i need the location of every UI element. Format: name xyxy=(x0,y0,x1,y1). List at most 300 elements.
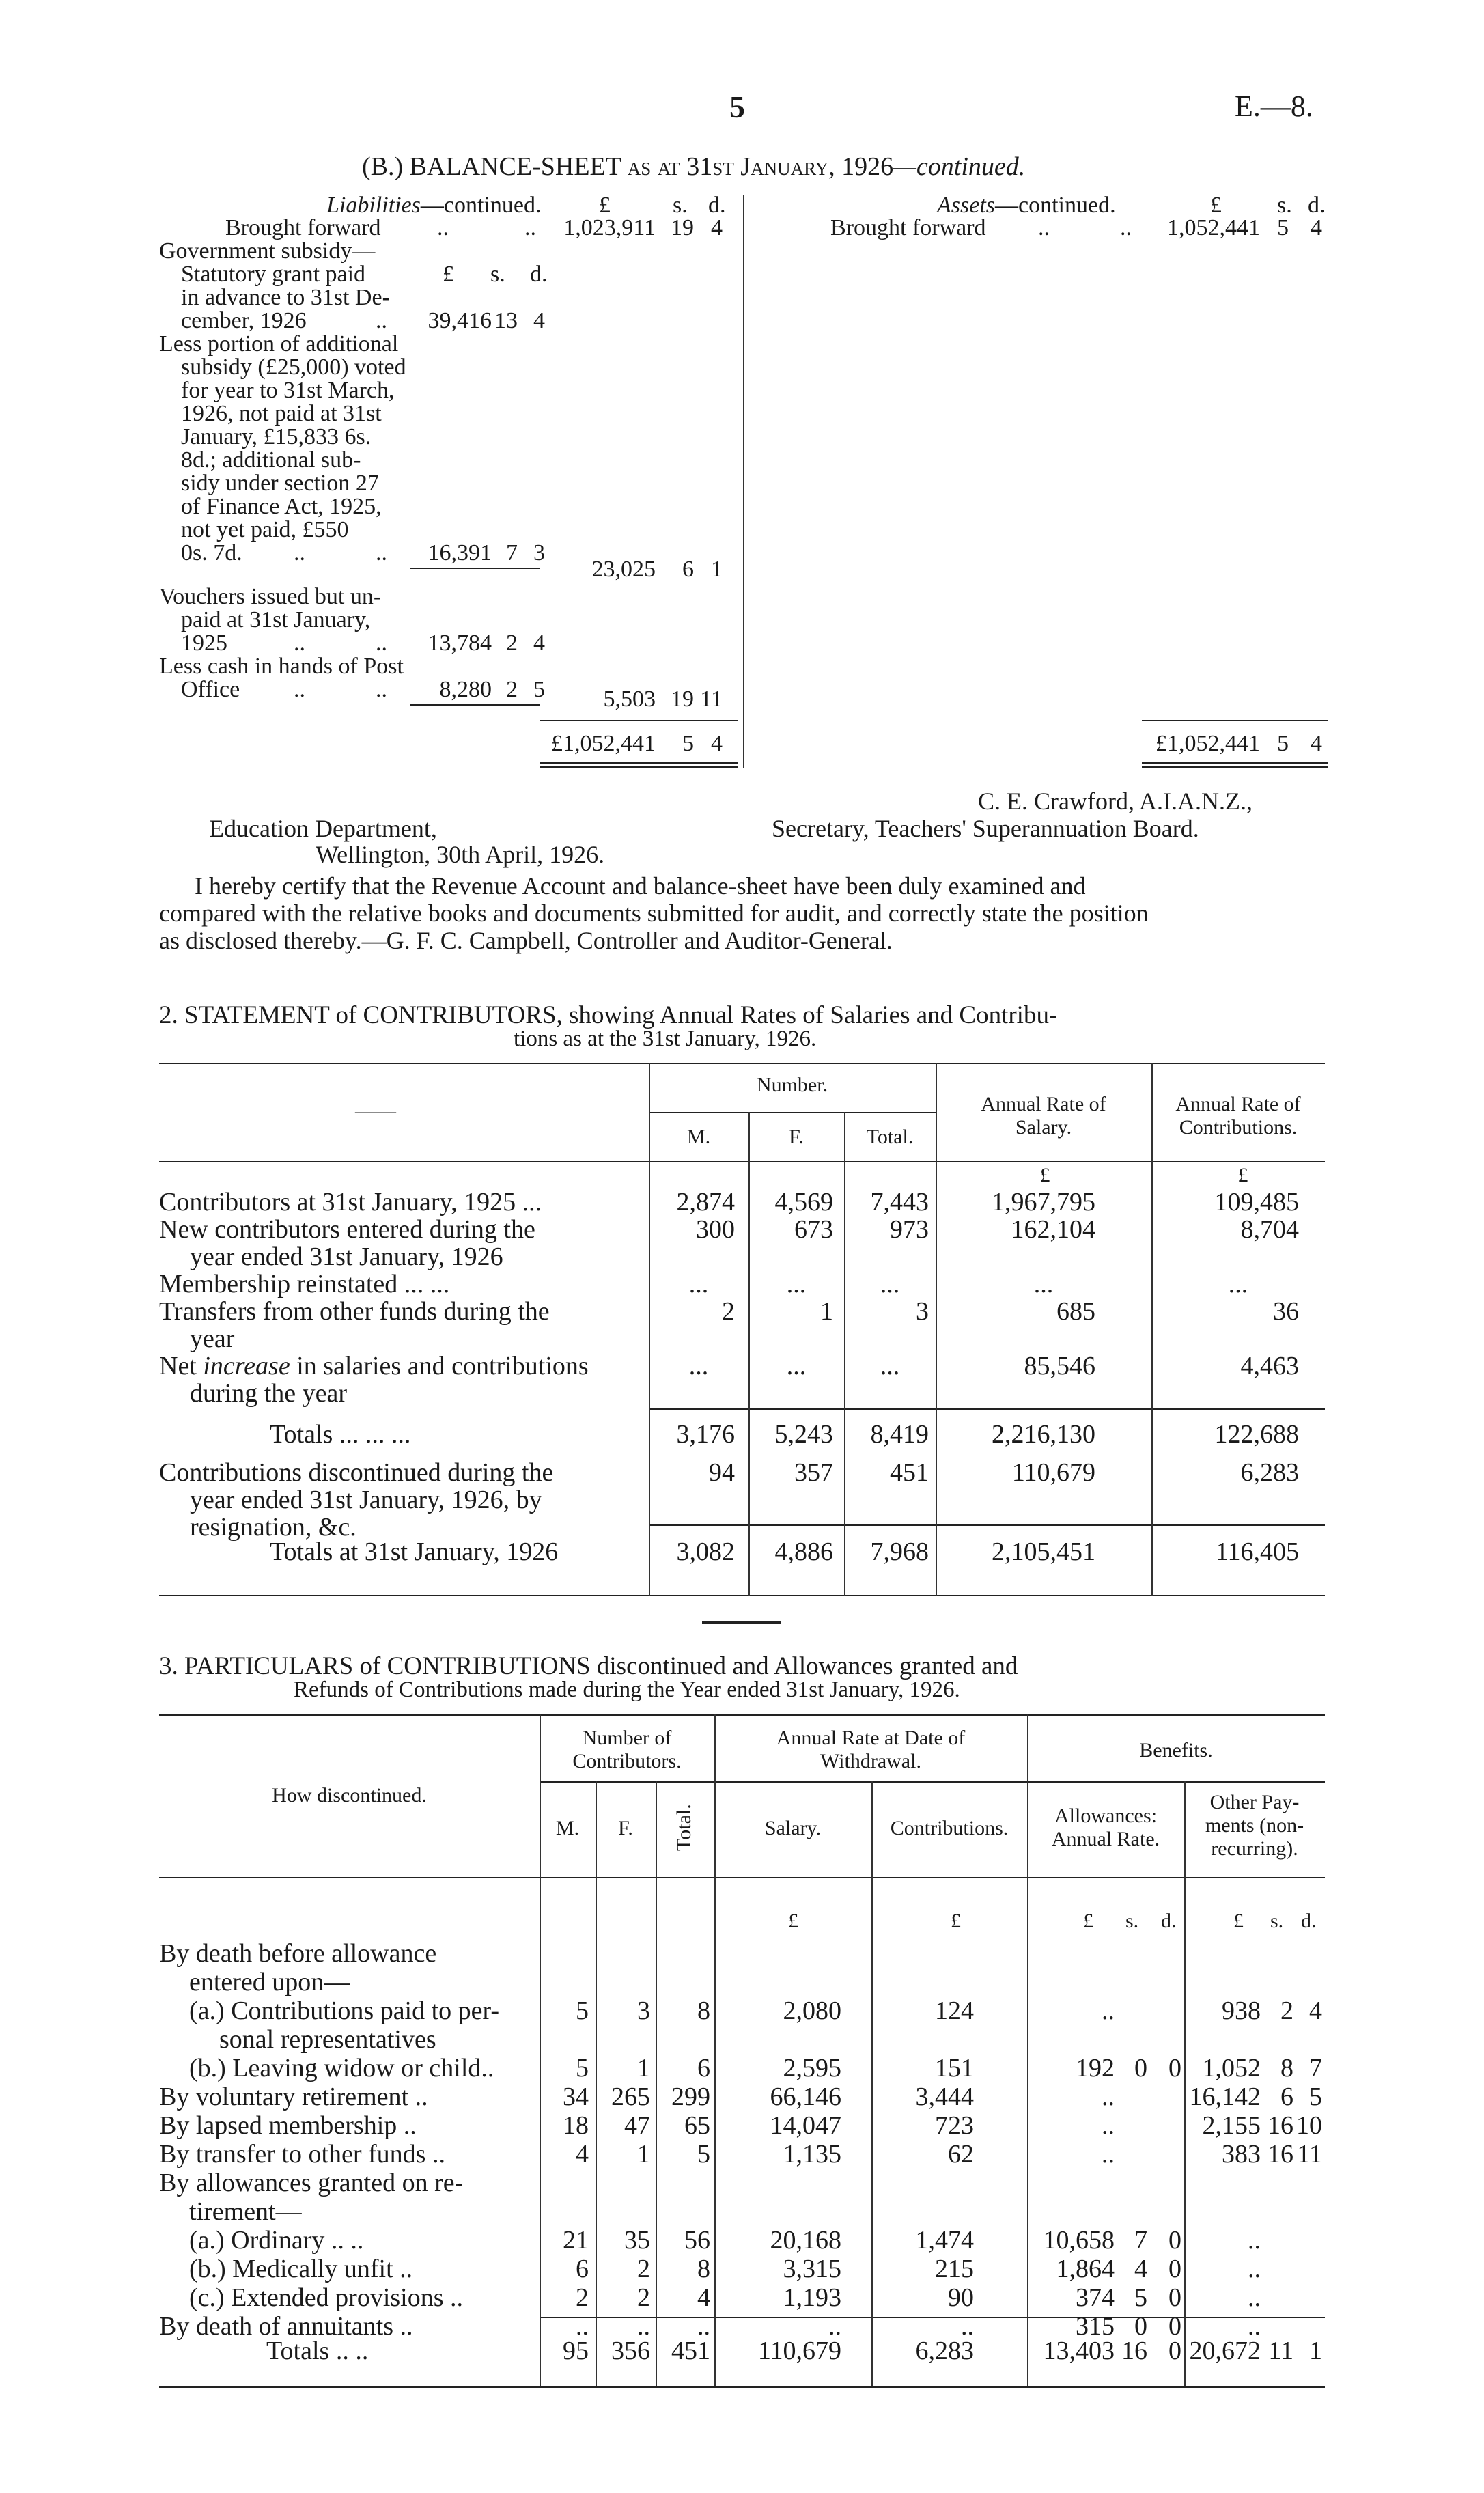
s3-cell-other: 938 xyxy=(1222,1996,1261,2025)
table-rule xyxy=(649,1112,936,1113)
less-cash-pence: 5 xyxy=(533,677,545,702)
s3-row-label: (c.) Extended provisions .. xyxy=(189,2283,464,2312)
vouchers-pence: 4 xyxy=(533,630,545,656)
s3-cell-allow: .. xyxy=(1102,2111,1115,2140)
s2-cell-total: 7,968 xyxy=(870,1537,929,1566)
s3-cell-other-s: 16 xyxy=(1268,2111,1293,2140)
s3-cell-f: 47 xyxy=(624,2111,650,2140)
s3-cell-total: 56 xyxy=(684,2226,710,2255)
section2-title-line1: 2. STATEMENT of CONTRIBUTORS, showing Annual Rates of Salaries and Contribu- xyxy=(159,1001,1058,1029)
s2-cell-contrib: ... xyxy=(1228,1270,1248,1298)
s3-other-head: recurring). xyxy=(1211,1837,1298,1860)
assets-total-pounds: £1,052,441 xyxy=(1156,731,1260,756)
s3-cell-contrib: 90 xyxy=(948,2283,974,2312)
s2-contrib-head: Annual Rate of xyxy=(1175,1093,1301,1115)
liab-line: sidy under section 27 xyxy=(181,471,379,496)
signatory-name: C. E. Crawford, A.I.A.N.Z., xyxy=(978,788,1252,815)
liab-line: Less cash in hands of Post xyxy=(159,654,404,679)
s3-cell-total: 6 xyxy=(697,2054,710,2083)
assets-pound-head: £ xyxy=(1210,193,1222,218)
s3-cell-contrib: 1,474 xyxy=(915,2226,974,2255)
col-rule xyxy=(1151,1063,1153,1596)
s3-cell-allow: .. xyxy=(1102,2083,1115,2111)
s2-cell-total: 973 xyxy=(890,1215,929,1244)
s3-rate-head: Withdrawal. xyxy=(820,1750,921,1772)
s3-allow-head: Allowances: xyxy=(1054,1805,1157,1827)
s2-row-label: Totals ... ... ... xyxy=(270,1420,411,1449)
s3-row-label: entered upon— xyxy=(189,1968,350,1996)
s3-totals-f: 356 xyxy=(611,2337,650,2365)
s3-number-head: Contributors. xyxy=(572,1750,682,1772)
s2-row-label: Transfers from other funds during the xyxy=(159,1297,550,1326)
s3-cell-allow-s: 5 xyxy=(1134,2283,1147,2312)
assets-s-head: s. xyxy=(1277,193,1292,218)
section3-title-line1: 3. PARTICULARS of CONTRIBUTIONS discontinued and Allowances granted and xyxy=(159,1652,1018,1680)
s3-unit: £ xyxy=(951,1910,961,1932)
s2-cell-m: 300 xyxy=(696,1215,735,1244)
s3-totals-allow: 13,403 xyxy=(1043,2337,1115,2365)
s2-cell-contrib: 6,283 xyxy=(1240,1458,1299,1487)
s3-cell-allow-s: 0 xyxy=(1134,2312,1147,2341)
s2-cell-salary: 85,546 xyxy=(1024,1352,1095,1380)
liab-line: January, £15,833 6s. xyxy=(181,424,372,449)
assets-bf-shillings: 5 xyxy=(1277,215,1289,240)
s2-m-head: M. xyxy=(686,1126,711,1148)
subsidy-net-shillings: 6 xyxy=(682,557,694,582)
liab-line: paid at 31st January, xyxy=(181,607,371,632)
s3-cell-f: 1 xyxy=(637,2140,650,2169)
s3-cell-other: 383 xyxy=(1222,2140,1261,2169)
certificate-line: as disclosed thereby.—G. F. C. Campbell, Controller and Auditor-General. xyxy=(159,927,893,954)
s3-totals-label: Totals .. .. xyxy=(266,2337,369,2365)
s3-cell-contrib: .. xyxy=(961,2312,974,2341)
s2-pound-sign: £ xyxy=(1039,1164,1050,1186)
table-rule xyxy=(649,1408,1325,1410)
s2-cell-salary: 685 xyxy=(1056,1297,1095,1326)
vouchers-shillings: 2 xyxy=(506,630,518,656)
s2-cell-m: 3,176 xyxy=(676,1420,735,1449)
leader-dots: .. xyxy=(437,215,449,240)
s2-cell-total: ... xyxy=(880,1352,900,1380)
assets-heading: Assets—continued. xyxy=(937,193,1116,218)
balance-divider xyxy=(743,195,744,768)
liab-line: Less portion of additional xyxy=(159,331,399,357)
assets-bf-pence: 4 xyxy=(1311,215,1322,240)
s3-cell-allow-d: 0 xyxy=(1168,2283,1181,2312)
s3-cell-total: .. xyxy=(697,2312,710,2341)
s3-cell-total: 8 xyxy=(697,2255,710,2283)
s3-row-label: sonal representatives xyxy=(219,2025,436,2054)
s2-cell-salary: 162,104 xyxy=(1011,1215,1095,1244)
leader-dots: .. xyxy=(376,540,387,566)
s3-cell-f: 2 xyxy=(637,2283,650,2312)
s3-cell-f: 3 xyxy=(637,1996,650,2025)
title-continued: —continued. xyxy=(893,152,1026,181)
s3-unit: £ xyxy=(1083,1910,1093,1932)
vouchers-net-pounds: 5,503 xyxy=(603,686,656,712)
s3-row-label: (b.) Medically unfit .. xyxy=(189,2255,413,2283)
s2-row-label: Contributors at 31st January, 1925 ... xyxy=(159,1188,542,1216)
s3-total-head: Total. xyxy=(673,1804,695,1851)
s2-number-head: Number. xyxy=(756,1074,828,1096)
liab-pound-head: £ xyxy=(599,193,611,218)
liab-line: subsidy (£25,000) voted xyxy=(181,354,406,380)
s3-salary-head: Salary. xyxy=(764,1817,822,1839)
liab-line: cember, 1926 xyxy=(181,308,307,333)
s3-cell-salary: 20,168 xyxy=(770,2226,841,2255)
s3-number-head: Number of xyxy=(582,1727,672,1749)
s3-totals-allow-d: 0 xyxy=(1168,2337,1181,2365)
s3-cell-m: .. xyxy=(576,2312,589,2341)
s3-cell-contrib: 62 xyxy=(948,2140,974,2169)
s3-cell-salary: 1,193 xyxy=(783,2283,841,2312)
double-rule xyxy=(540,762,738,764)
leader-dots: .. xyxy=(294,540,305,566)
inner-s-head: s. xyxy=(490,262,505,287)
liab-line: 8d.; additional sub- xyxy=(181,447,361,473)
s3-cell-other: 16,142 xyxy=(1189,2083,1261,2111)
s3-row-label: By voluntary retirement .. xyxy=(159,2083,428,2111)
s2-row-label: Net increase in salaries and contributions xyxy=(159,1352,589,1380)
s3-cell-allow: .. xyxy=(1102,1996,1115,2025)
s2-cell-total: 7,443 xyxy=(870,1188,929,1216)
less-cash-shillings: 2 xyxy=(506,677,518,702)
section3-title-line2: Refunds of Contributions made during the Year ended 31st January, 1926. xyxy=(294,1677,960,1702)
doc-reference: E.—8. xyxy=(1235,89,1313,123)
liab-bf-shillings: 19 xyxy=(671,215,694,240)
table-rule xyxy=(649,1524,1325,1526)
s3-cell-other: .. xyxy=(1248,2255,1261,2283)
s3-other-head: Other Pay- xyxy=(1209,1791,1300,1813)
liab-bf-pence: 4 xyxy=(711,215,723,240)
table-rule xyxy=(159,1595,1325,1596)
s2-cell-f: 357 xyxy=(794,1458,833,1487)
s3-benefits-head: Benefits. xyxy=(1139,1739,1213,1761)
s2-cell-contrib: 116,405 xyxy=(1215,1537,1299,1566)
liab-line: Office xyxy=(181,677,240,702)
liab-line: Brought forward xyxy=(225,215,381,240)
s3-cell-allow: 192 xyxy=(1076,2054,1115,2083)
s3-totals-allow-s: 16 xyxy=(1121,2337,1147,2365)
s3-cell-contrib: 151 xyxy=(935,2054,974,2083)
table-rule xyxy=(159,2386,1325,2388)
stat-grant-pounds: 39,416 xyxy=(428,308,492,333)
s3-cell-salary: 3,315 xyxy=(783,2255,841,2283)
s3-cell-allow-d: 0 xyxy=(1168,2255,1181,2283)
assets-total-pence: 4 xyxy=(1311,731,1322,756)
s2-cell-salary: 110,679 xyxy=(1011,1458,1095,1487)
s3-cell-allow-s: 4 xyxy=(1134,2255,1147,2283)
liabilities-heading: Liabilities—continued. xyxy=(326,193,542,218)
s2-cell-f: 673 xyxy=(794,1215,833,1244)
leader-dots: .. xyxy=(376,677,387,702)
s2-cell-f: 4,886 xyxy=(774,1537,833,1566)
subsidy-net-pounds: 23,025 xyxy=(591,557,656,582)
assets-bf-label: Brought forward xyxy=(830,215,986,240)
s3-cell-other-s: 8 xyxy=(1280,2054,1293,2083)
s3-unit: d. xyxy=(1301,1910,1317,1932)
s3-cell-other-s: 16 xyxy=(1268,2140,1293,2169)
s3-cell-contrib: 124 xyxy=(935,1996,974,2025)
title-date: 31st January, 1926 xyxy=(686,152,894,181)
liab-line: in advance to 31st De- xyxy=(181,285,390,310)
s3-cell-m: 6 xyxy=(576,2255,589,2283)
s2-cell-salary: 2,216,130 xyxy=(992,1420,1095,1449)
s2-row-label: New contributors entered during the xyxy=(159,1215,535,1244)
s3-cell-salary: 2,595 xyxy=(783,2054,841,2083)
page-number: 5 xyxy=(729,89,745,124)
s3-unit: s. xyxy=(1125,1910,1139,1932)
s3-totals-other: 20,672 xyxy=(1189,2337,1261,2365)
assets-bf-pounds: 1,052,441 xyxy=(1167,215,1260,240)
s3-row-label: (b.) Leaving widow or child.. xyxy=(189,2054,494,2083)
s3-cell-salary: 2,080 xyxy=(783,1996,841,2025)
s3-m-head: M. xyxy=(555,1817,580,1839)
s3-cell-total: 4 xyxy=(697,2283,710,2312)
s3-other-head: ments (non- xyxy=(1205,1814,1304,1837)
s3-cell-m: 18 xyxy=(563,2111,589,2140)
table-rule xyxy=(159,1877,1325,1878)
s3-cell-f: 1 xyxy=(637,2054,650,2083)
s3-totals-other-d: 1 xyxy=(1309,2337,1322,2365)
s2-cell-m: ... xyxy=(688,1270,709,1298)
s3-unit: £ xyxy=(788,1910,798,1932)
s2-row-label: year ended 31st January, 1926, by xyxy=(190,1486,542,1514)
s3-row-label: By transfer to other funds .. xyxy=(159,2140,445,2169)
inner-d-head: d. xyxy=(530,262,548,287)
s2-row-label: resignation, &c. xyxy=(190,1513,356,1542)
subsidy-net-pence: 1 xyxy=(711,557,723,582)
inner-pound-head: £ xyxy=(443,262,454,287)
less-cash-pounds: 8,280 xyxy=(439,677,492,702)
leader-dots: .. xyxy=(294,630,305,656)
s2-cell-m: 94 xyxy=(709,1458,735,1487)
s2-cell-m: ... xyxy=(688,1352,709,1380)
s3-cell-other: 2,155 xyxy=(1202,2111,1261,2140)
s2-cell-f: ... xyxy=(786,1270,807,1298)
s3-cell-total: 299 xyxy=(671,2083,710,2111)
leader-dots: .. xyxy=(1038,215,1050,240)
s3-cell-salary: 14,047 xyxy=(770,2111,841,2140)
s2-cell-total: ... xyxy=(880,1270,900,1298)
table-rule xyxy=(159,1714,1325,1716)
s2-cell-f: 4,569 xyxy=(774,1188,833,1216)
s3-cell-f: 265 xyxy=(611,2083,650,2111)
liab-line: Statutory grant paid xyxy=(181,262,366,287)
section2-title-line2: tions as at the 31st January, 1926. xyxy=(514,1027,817,1051)
s3-contributions-head: Contributions. xyxy=(890,1817,1009,1839)
s2-cell-total: 8,419 xyxy=(870,1420,929,1449)
s3-cell-other-d: 4 xyxy=(1309,1996,1322,2025)
s3-cell-total: 8 xyxy=(697,1996,710,2025)
s2-cell-m: 3,082 xyxy=(676,1537,735,1566)
certificate-line: I hereby certify that the Revenue Account and balance-sheet have been duly examined and xyxy=(195,872,1086,900)
s3-cell-contrib: 215 xyxy=(935,2255,974,2283)
s2-row-label: Totals at 31st January, 1926 xyxy=(270,1537,559,1566)
s3-row-label: By allowances granted on re- xyxy=(159,2169,464,2197)
s3-cell-m: 5 xyxy=(576,1996,589,2025)
s2-cell-contrib: 109,485 xyxy=(1214,1188,1299,1216)
leader-dots: .. xyxy=(376,308,387,333)
liab-total-pounds: £1,052,441 xyxy=(551,731,656,756)
stat-grant-shillings: 13 xyxy=(494,308,518,333)
s2-salary-head: Salary. xyxy=(1015,1116,1072,1139)
department: Education Department, xyxy=(209,815,437,842)
s2-cell-contrib: 8,704 xyxy=(1240,1215,1299,1244)
certificate-line: compared with the relative books and documents submitted for audit, and correctly state the position xyxy=(159,900,1149,927)
s3-cell-contrib: 3,444 xyxy=(915,2083,974,2111)
s3-row-label: (a.) Contributions paid to per- xyxy=(189,1996,500,2025)
stat-grant-pence: 4 xyxy=(533,308,545,333)
table-rule xyxy=(540,1781,1325,1783)
liab-line: 1926, not paid at 31st xyxy=(181,401,382,426)
s3-row-label: By death of annuitants .. xyxy=(159,2312,413,2341)
liab-line: Vouchers issued but un- xyxy=(159,584,382,609)
s3-cell-allow-d: 0 xyxy=(1168,2226,1181,2255)
s3-unit: £ xyxy=(1233,1910,1244,1932)
s2-row-label: during the year xyxy=(190,1379,348,1408)
s2-row-label: year xyxy=(190,1324,235,1353)
assets-total-shillings: 5 xyxy=(1277,731,1289,756)
s3-cell-total: 5 xyxy=(697,2140,710,2169)
s3-cell-other-s: 2 xyxy=(1280,1996,1293,2025)
s2-cell-total: 3 xyxy=(916,1297,929,1326)
vouchers-net-pence: 11 xyxy=(700,686,723,712)
double-rule xyxy=(540,766,738,768)
balance-sheet-title xyxy=(362,152,1025,182)
liab-d-head: d. xyxy=(708,193,726,218)
s3-cell-other-s: 6 xyxy=(1280,2083,1293,2111)
leader-dots: .. xyxy=(376,630,387,656)
assets-d-head: d. xyxy=(1308,193,1326,218)
less-portion-pence: 3 xyxy=(533,540,545,566)
less-portion-shillings: 7 xyxy=(506,540,518,566)
s3-cell-other: .. xyxy=(1248,2312,1261,2341)
s2-contrib-head: Contributions. xyxy=(1179,1116,1298,1139)
s3-cell-f: 2 xyxy=(637,2255,650,2283)
section-separator xyxy=(702,1621,781,1624)
liab-bf-pounds: 1,023,911 xyxy=(563,215,656,240)
s2-row-label: Membership reinstated ... ... xyxy=(159,1270,450,1298)
title-as-at: as at xyxy=(627,152,680,181)
s3-row-label: (a.) Ordinary .. .. xyxy=(189,2226,364,2255)
leader-dots: .. xyxy=(524,215,536,240)
s3-cell-allow: 374 xyxy=(1076,2283,1115,2312)
s3-row-label: By lapsed membership .. xyxy=(159,2111,417,2140)
s3-cell-m: 4 xyxy=(576,2140,589,2169)
s2-cell-contrib: 36 xyxy=(1273,1297,1299,1326)
signatory-title: Secretary, Teachers' Superannuation Board. xyxy=(772,815,1199,842)
s3-cell-salary: 66,146 xyxy=(770,2083,841,2111)
s3-cell-other-d: 7 xyxy=(1309,2054,1322,2083)
liab-s-head: s. xyxy=(673,193,688,218)
s2-cell-f: 1 xyxy=(820,1297,833,1326)
s2-cell-salary: 1,967,795 xyxy=(992,1188,1095,1216)
s3-cell-other: .. xyxy=(1248,2226,1261,2255)
s3-totals-m: 95 xyxy=(563,2337,589,2365)
s3-totals-contrib: 6,283 xyxy=(915,2337,974,2365)
s3-rate-head: Annual Rate at Date of xyxy=(776,1727,966,1749)
liab-line: for year to 31st March, xyxy=(181,378,395,403)
double-rule xyxy=(1142,762,1328,764)
col-rule xyxy=(936,1063,937,1596)
s3-cell-allow-d: 0 xyxy=(1168,2312,1181,2341)
s3-unit: s. xyxy=(1270,1910,1284,1932)
s2-cell-f: ... xyxy=(786,1352,807,1380)
s2-f-head: F. xyxy=(789,1126,804,1148)
less-portion-pounds: 16,391 xyxy=(428,540,492,566)
s3-cell-contrib: 723 xyxy=(935,2111,974,2140)
s3-cell-m: 34 xyxy=(563,2083,589,2111)
s3-totals-other-s: 11 xyxy=(1268,2337,1293,2365)
s3-f-head: F. xyxy=(618,1817,633,1839)
s3-unit: d. xyxy=(1161,1910,1177,1932)
subtotal-rule xyxy=(410,704,540,706)
s3-how-head: How discontinued. xyxy=(272,1784,427,1807)
leader-dots: .. xyxy=(1120,215,1132,240)
s2-cell-salary: ... xyxy=(1033,1270,1054,1298)
s3-cell-other-d: 11 xyxy=(1297,2140,1322,2169)
s2-row-label: Contributions discontinued during the xyxy=(159,1458,554,1487)
s3-row-label: By death before allowance xyxy=(159,1939,437,1968)
s2-cell-salary: 2,105,451 xyxy=(992,1537,1095,1566)
s2-blank-head: —— xyxy=(355,1100,396,1122)
vouchers-pounds: 13,784 xyxy=(428,630,492,656)
s3-cell-m: 21 xyxy=(563,2226,589,2255)
s3-cell-total: 65 xyxy=(684,2111,710,2140)
liab-line: 0s. 7d. xyxy=(181,540,242,566)
liab-total-pence: 4 xyxy=(711,731,723,756)
liab-line: Government subsidy— xyxy=(159,238,376,264)
s3-cell-m: 5 xyxy=(576,2054,589,2083)
total-rule xyxy=(540,720,738,721)
s3-cell-salary: .. xyxy=(828,2312,841,2341)
s2-cell-contrib: 4,463 xyxy=(1240,1352,1299,1380)
s2-cell-total: 451 xyxy=(890,1458,929,1487)
s3-totals-total: 451 xyxy=(671,2337,710,2365)
s3-allow-head: Annual Rate. xyxy=(1051,1828,1160,1850)
s2-total-head: Total. xyxy=(866,1126,914,1148)
liab-total-shillings: 5 xyxy=(682,731,694,756)
s3-cell-allow-d: 0 xyxy=(1168,2054,1181,2083)
s2-salary-head: Annual Rate of xyxy=(981,1093,1106,1115)
s3-cell-salary: 1,135 xyxy=(783,2140,841,2169)
s3-cell-allow: .. xyxy=(1102,2140,1115,2169)
title-main: (B.) BALANCE-SHEET xyxy=(362,152,621,181)
s3-cell-allow: 10,658 xyxy=(1043,2226,1115,2255)
s2-cell-f: 5,243 xyxy=(774,1420,833,1449)
s3-totals-salary: 110,679 xyxy=(757,2337,841,2365)
s2-pound-sign: £ xyxy=(1237,1164,1248,1186)
liab-line: of Finance Act, 1925, xyxy=(181,494,382,519)
s3-cell-f: 35 xyxy=(624,2226,650,2255)
double-rule xyxy=(1142,766,1328,768)
s2-cell-m: 2,874 xyxy=(676,1188,735,1216)
subtotal-rule xyxy=(410,568,540,569)
vouchers-net-shillings: 19 xyxy=(671,686,694,712)
table-rule xyxy=(159,1063,1325,1064)
s2-cell-m: 2 xyxy=(722,1297,735,1326)
table-rule xyxy=(159,1161,1325,1162)
s3-cell-f: .. xyxy=(637,2312,650,2341)
s3-cell-other: .. xyxy=(1248,2283,1261,2312)
total-rule xyxy=(1142,720,1328,721)
liab-line: 1925 xyxy=(181,630,227,656)
s3-row-label: tirement— xyxy=(189,2197,302,2226)
place-date: Wellington, 30th April, 1926. xyxy=(316,841,605,868)
s3-cell-allow: 315 xyxy=(1076,2312,1115,2341)
s3-cell-allow-s: 7 xyxy=(1134,2226,1147,2255)
